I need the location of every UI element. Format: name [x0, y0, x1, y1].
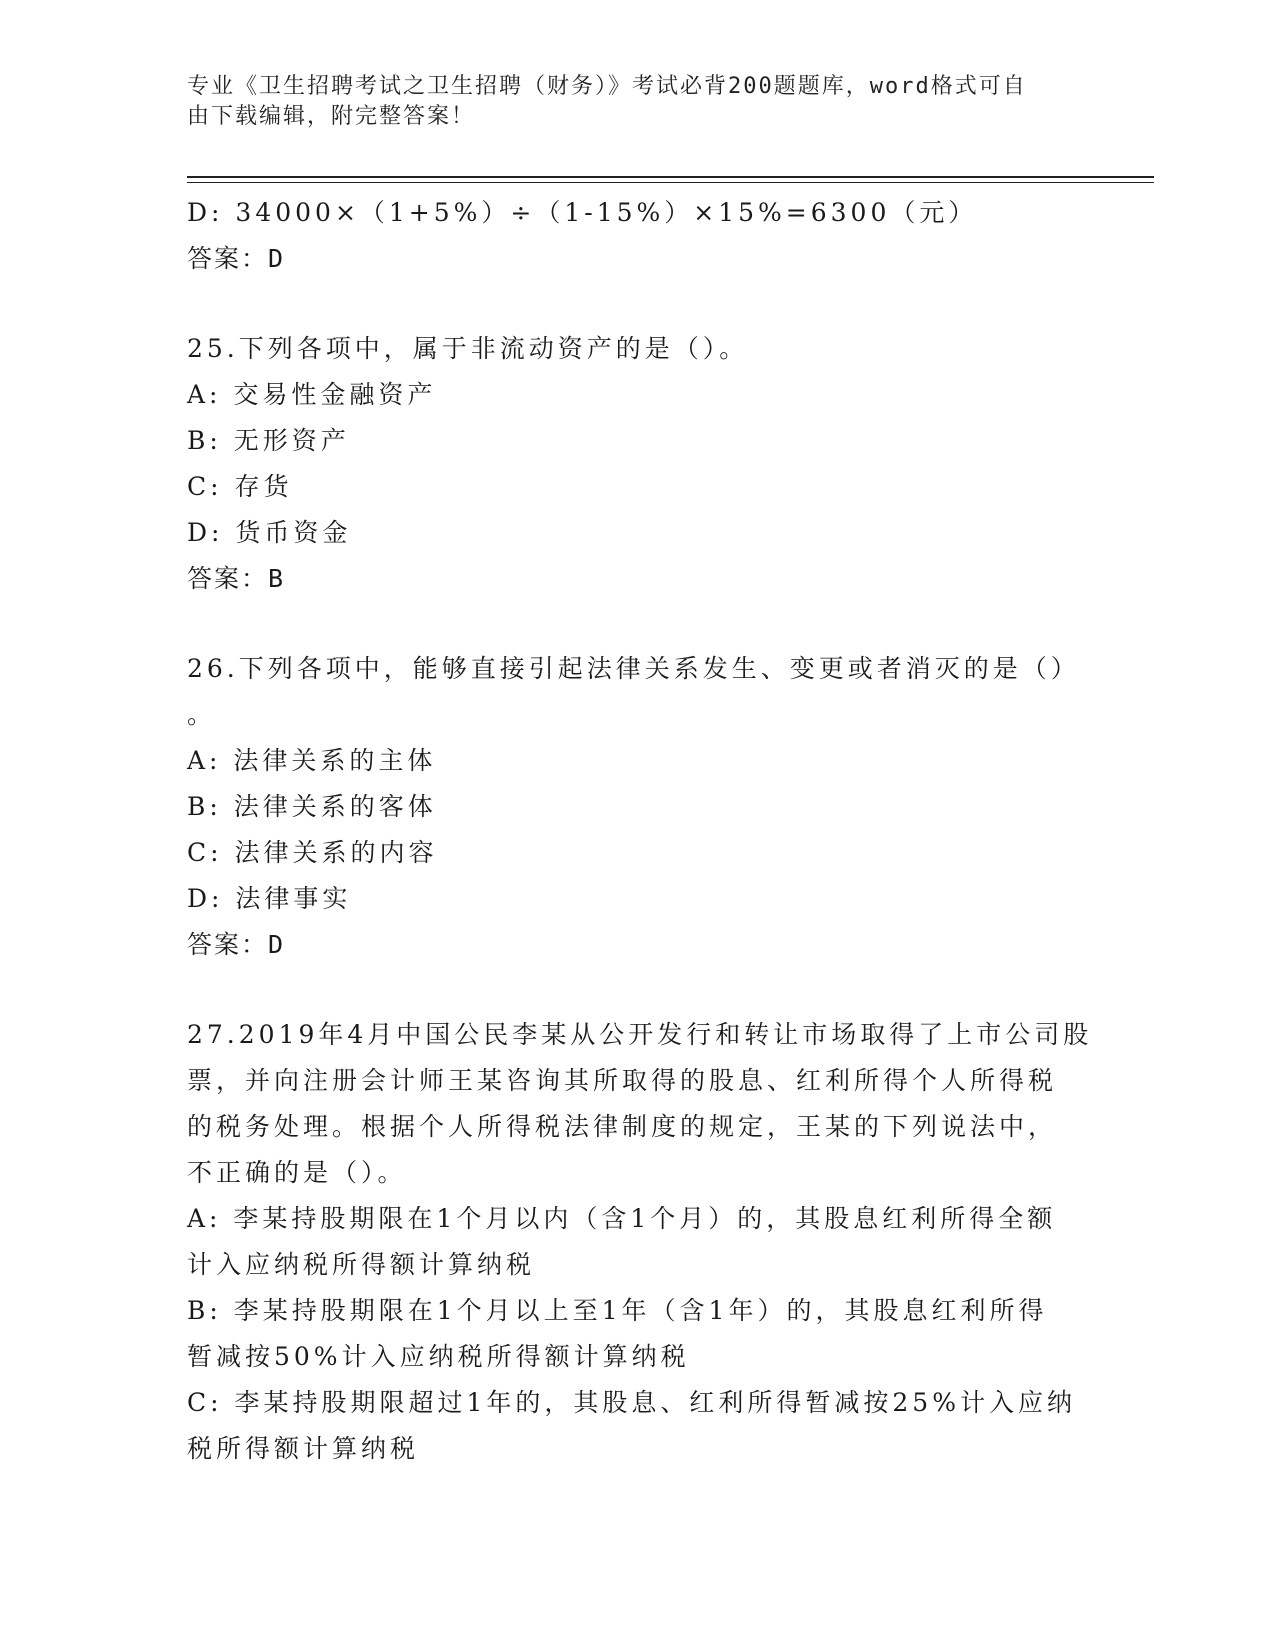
option-a: A: 法律关系的主体 — [187, 746, 437, 775]
question-stem-line-1: 27.2019年4月中国公民李某从公开发行和转让市场取得了上市公司股 — [187, 1020, 1093, 1049]
question-stem-line-4: 不正确的是（）。 — [187, 1158, 407, 1187]
option-a-line-1: A: 李某持股期限在1个月以内（含1个月）的，其股息红利所得全额 — [187, 1204, 1057, 1233]
option-b: B: 无形资产 — [187, 426, 350, 455]
option-a-line-2: 计入应纳税所得额计算纳税 — [187, 1250, 536, 1279]
header-rule-thick — [187, 176, 1154, 178]
option-b-line-1: B: 李某持股期限在1个月以上至1年（含1年）的，其股息红利所得 — [187, 1296, 1048, 1325]
question-stem-line-3: 的税务处理。根据个人所得税法律制度的规定，王某的下列说法中， — [187, 1112, 1058, 1141]
question-25 — [187, 326, 1087, 602]
option-a: A: 交易性金融资产 — [187, 380, 437, 409]
header-line-2: 由下载编辑，附完整答案！ — [187, 104, 476, 129]
question-26 — [187, 646, 1087, 968]
option-c-line-2: 税所得额计算纳税 — [187, 1434, 420, 1463]
option-d: D: 34000×（1+5%）÷（1-15%）×15%=6300（元） — [187, 198, 978, 227]
option-c-line-1: C: 李某持股期限超过1年的，其股息、红利所得暂减按25%计入应纳 — [187, 1388, 1076, 1417]
header-line-1: 专业《卫生招聘考试之卫生招聘（财务）》考试必背200题题库，word格式可自 — [187, 74, 1027, 99]
question-27 — [187, 1012, 1093, 1472]
answer: 答案：D — [187, 930, 286, 959]
option-c: C: 法律关系的内容 — [187, 838, 438, 867]
question-stem-line-2: 。 — [187, 700, 217, 729]
option-d: D: 法律事实 — [187, 884, 352, 913]
page-header — [187, 72, 1067, 132]
answer: 答案：D — [187, 244, 286, 273]
question-stem-line-1: 26.下列各项中，能够直接引起法律关系发生、变更或者消灭的是（） — [187, 654, 1080, 683]
option-d: D: 货币资金 — [187, 518, 352, 547]
option-b-line-2: 暂减按50%计入应纳税所得额计算纳税 — [187, 1342, 690, 1371]
option-b: B: 法律关系的客体 — [187, 792, 437, 821]
question-stem: 25.下列各项中，属于非流动资产的是（）。 — [187, 334, 749, 363]
answer: 答案：B — [187, 564, 286, 593]
question-stem-line-2: 票，并向注册会计师王某咨询其所取得的股息、红利所得个人所得税 — [187, 1066, 1058, 1095]
option-c: C: 存货 — [187, 472, 293, 501]
question-24-tail — [187, 190, 1087, 282]
question-content — [187, 190, 1093, 1472]
header-rule-thin — [187, 182, 1154, 183]
